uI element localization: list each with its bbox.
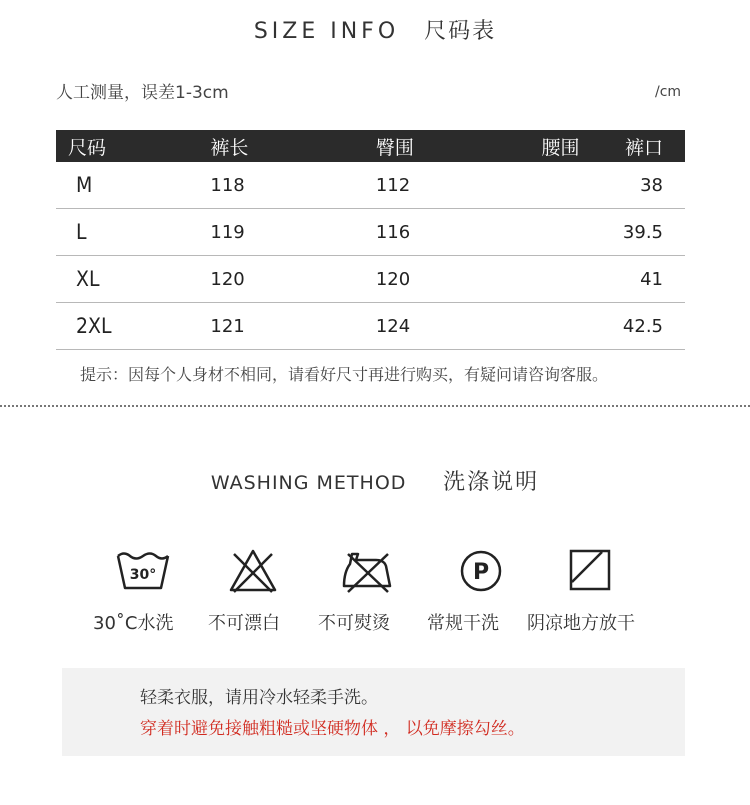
- size-table: [56, 130, 685, 350]
- care-warning: 穿着时避免接触粗糙或坚硬物体 ， 以免摩擦勾丝。: [140, 719, 525, 739]
- col-header-size: 尺码: [56, 130, 150, 162]
- washing-title-cn: 洗涤说明: [443, 470, 540, 495]
- table-row: [56, 162, 685, 209]
- wash-temp-label: 30°: [129, 567, 157, 583]
- col-header-hip: 臀围: [318, 130, 498, 162]
- wash-30-icon: [116, 548, 170, 592]
- no-bleach-icon: [228, 548, 278, 594]
- wash-30-label: 30˚C水洗: [93, 613, 174, 634]
- col-header-leg-opening: 裤口: [623, 130, 685, 162]
- size-info-title-cn: 尺码表: [424, 19, 497, 44]
- cell-length: 119: [150, 209, 317, 256]
- cell-waist: [498, 303, 623, 350]
- care-instruction: 轻柔衣服，请用冷水轻柔手洗。: [140, 688, 378, 708]
- cell-size: L: [56, 209, 150, 256]
- cell-leg-opening: 41: [623, 256, 685, 303]
- care-box: [62, 668, 685, 756]
- cell-length: 120: [150, 256, 317, 303]
- dry-clean-label: 常规干洗: [427, 613, 499, 634]
- cell-waist: [498, 209, 623, 256]
- shade-dry-label: 阴凉地方放干: [527, 613, 635, 634]
- table-header-row: [56, 130, 685, 162]
- dotted-divider: [0, 405, 750, 407]
- size-tip: 提示：因每个人身材不相同，请看好尺寸再进行购买，有疑问请咨询客服。: [80, 365, 609, 384]
- size-info-title: [0, 14, 750, 45]
- cell-waist: [498, 256, 623, 303]
- no-iron-label: 不可熨烫: [318, 613, 390, 634]
- cell-hip: 124: [318, 303, 498, 350]
- cell-size: 2XL: [56, 303, 150, 350]
- washing-title-en: WASHING METHOD: [210, 472, 407, 494]
- cell-waist: [498, 162, 623, 209]
- washing-title: [0, 465, 750, 496]
- table-row: [56, 303, 685, 350]
- col-header-length: 裤长: [150, 130, 317, 162]
- cell-length: 118: [150, 162, 317, 209]
- col-header-waist: 腰围: [498, 130, 623, 162]
- table-row: [56, 256, 685, 303]
- cell-hip: 120: [318, 256, 498, 303]
- cell-size: M: [56, 162, 150, 209]
- no-bleach-label: 不可漂白: [208, 613, 280, 634]
- dry-clean-symbol: P: [472, 560, 490, 585]
- measure-note: 人工测量，误差1-3cm: [56, 83, 229, 103]
- cell-size: XL: [56, 256, 150, 303]
- cell-leg-opening: 39.5: [623, 209, 685, 256]
- table-row: [56, 209, 685, 256]
- cell-leg-opening: 42.5: [623, 303, 685, 350]
- no-iron-icon: [340, 548, 394, 594]
- cell-length: 121: [150, 303, 317, 350]
- unit-label: /cm: [655, 84, 682, 100]
- cell-hip: 116: [318, 209, 498, 256]
- cell-hip: 112: [318, 162, 498, 209]
- size-info-title-en: SIZE INFO: [253, 19, 400, 44]
- dry-clean-p-icon: [458, 548, 504, 594]
- shade-dry-icon: [568, 548, 612, 592]
- cell-leg-opening: 38: [623, 162, 685, 209]
